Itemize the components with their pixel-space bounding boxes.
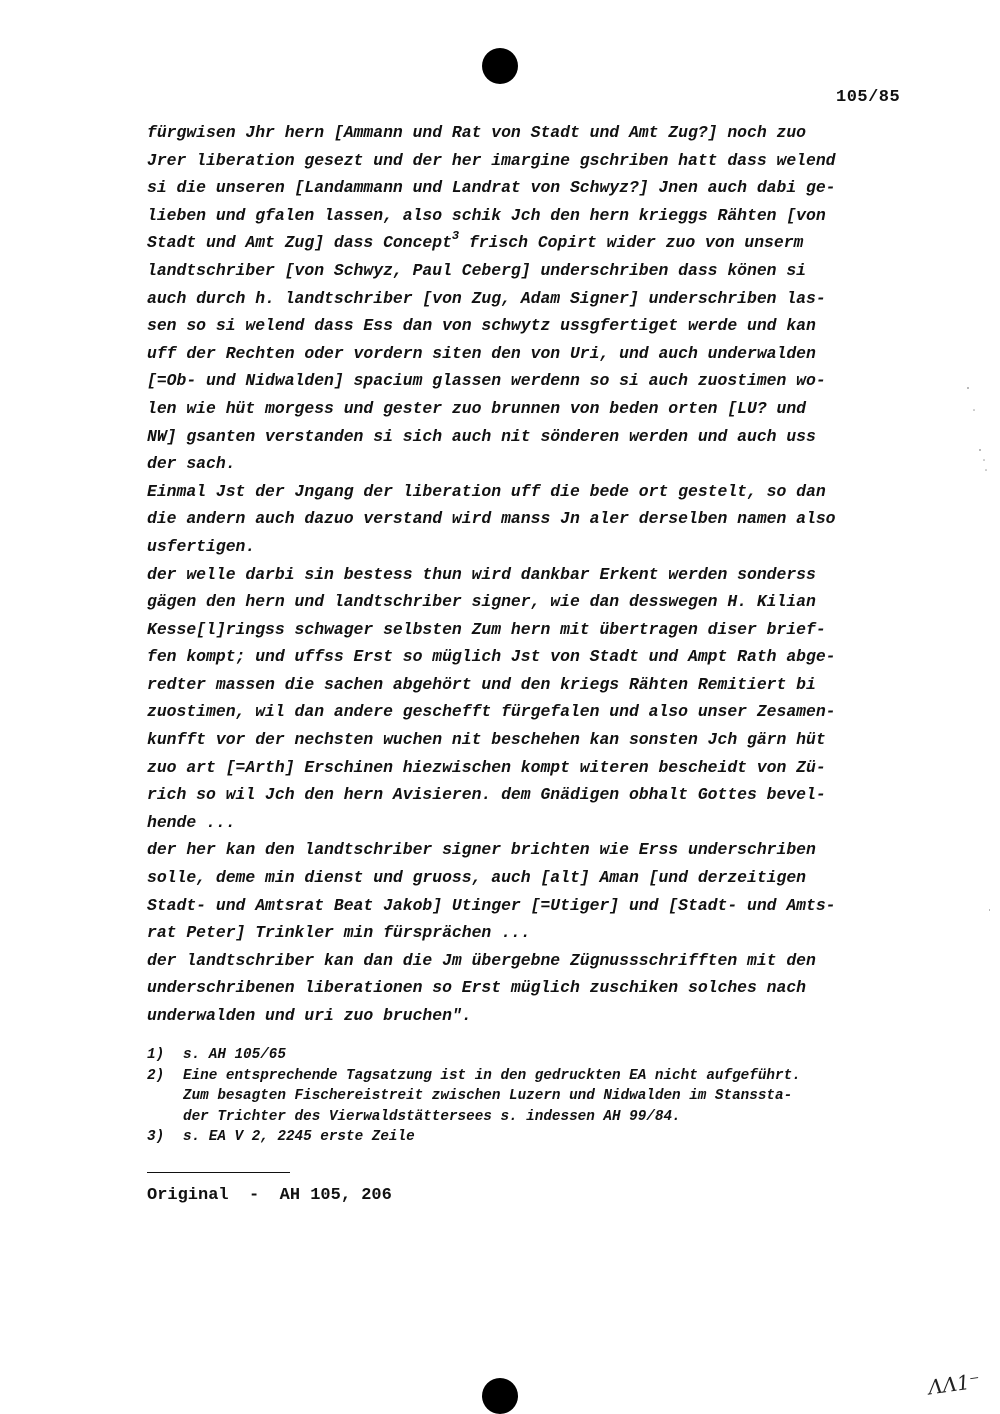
body-line: underschribenen liberationen so Erst müglich zuschiken solches nach [147,978,807,998]
body-line: die andern auch dazuo verstand wird manss Jn aler derselben namen also [147,509,836,529]
body-line: gägen den hern und landtschriber signer, wie dan desswegen H. Kilian [147,592,816,612]
body-line: uff der Rechten oder vordern siten den von Uri, und auch underwalden [147,343,816,363]
body-line: [=Ob- und Nidwalden] spacium glassen werdenn so si auch zuostimen wo- [147,371,826,391]
body-line: lieben und gfalen lassen, also schik Jch den hern krieggs Rähten [von [147,205,826,225]
footnote-2 [147,1066,937,1087]
footnote-text: s. EA V 2, 2245 erste Zeile [183,1129,415,1145]
body-line: landtschriber [von Schwyz, Paul Ceberg] underschriben dass könen si [147,260,807,280]
source-reference: Original - AH 105, 206 [147,1186,392,1205]
body-line: redter massen die sachen abgehört und den kriegs Rähten Remitiert bi [147,674,816,694]
footnote-text: Zum besagten Fischereistreit zwischen Luzern und Nidwalden im Stanssta- [183,1088,793,1104]
body-line: fürgwisen Jhr hern [Ammann und Rat von Stadt und Amt Zug?] noch zuo [147,123,807,142]
body-line: Einmal Jst der Jngang der liberation uff die bede ort gestelt, so dan [147,481,826,501]
letter-body [147,119,927,1030]
body-line: solle, deme min dienst und gruoss, auch [alt] Aman [und derzeitigen [147,868,807,888]
body-line-start: Stadt und Amt Zug] dass Concept [147,233,452,253]
footnote-2-continued [147,1086,937,1107]
body-line: auch durch h. landtschriber [von Zug, Adam Signer] underschriben las- [147,288,826,308]
body-line: fen kompt; und uffss Erst so müglich Jst von Stadt und Ampt Rath abge- [147,647,836,667]
body-line: NW] gsanten verstanden si sich auch nit sönderen werden und auch uss [147,426,816,446]
body-line: Jrer liberation gesezt und der her imargine gschriben hatt dass welend [147,150,836,170]
footnote-number: 1) [147,1047,165,1063]
body-line: sen so si welend dass Ess dan von schwytz ussgfertiget werde und kan [147,316,816,336]
footnote-text: der Trichter des Vierwaldstättersees s. indessen AH 99/84. [183,1108,681,1125]
body-line: zuostimen, wil dan andere geschefft fürgefalen und also unser Zesamen- [147,702,836,722]
page-number: 105/85 [836,88,901,107]
body-line-with-footnote [147,229,927,257]
footnotes [147,1045,937,1148]
footnote-1 [147,1045,937,1066]
body-line: der her kan den landtschriber signer brichten wie Erss underschriben [147,840,816,860]
body-line: underwalden und uri zuo bruchen". [147,1006,472,1025]
footnote-ref-3: 3 [451,229,460,244]
footnote-number: 2) [147,1067,165,1084]
body-line: der landtschriber kan dan die Jm übergebne Zügnussschrifften mit den [147,950,816,970]
footnote-text: s. AH 105/65 [183,1047,286,1063]
body-line: zuo art [=Arth] Erschinen hiezwischen kompt witeren bescheidt von Zü- [147,757,826,777]
body-line: Stadt- und Amtsrat Beat Jakob] Utinger [=Utiger] und [Stadt- und Amts- [147,895,836,915]
body-line: kunfft vor der nechsten wuchen nit beschehen kan sonsten Jch gärn hüt [147,730,826,750]
source-divider [147,1172,290,1173]
body-line: der welle darbi sin bestess thun wird dankbar Erkent werden sonderss [147,564,816,584]
body-line: hende ... [147,812,236,832]
punch-hole-bottom [482,1378,518,1414]
body-line: usfertigen. [147,536,256,556]
footnote-text: Eine entsprechende Tagsatzung ist in den gedruckten EA nicht aufgeführt. [183,1067,801,1084]
body-line: der sach. [147,454,236,474]
body-line: rat Peter] Trinkler min fürsprächen ... [147,923,531,943]
body-line: len wie hüt morgess und gester zuo brunnen von beden orten [LU? und [147,398,807,418]
body-line: rich so wil Jch den hern Avisieren. dem Gnädigen obhalt Gottes bevel- [147,785,826,805]
body-line-end: frisch Copirt wider zuo von unserm [459,233,804,253]
body-line: si die unseren [Landammann und Landrat von Schwyz?] Jnen auch dabi ge- [147,178,836,198]
footnote-3 [147,1127,937,1148]
footnote-number: 3) [147,1129,165,1145]
body-line: Kesse[l]ringss schwager selbsten Zum hern mit übertragen diser brief- [147,619,826,639]
handwritten-folio-mark: ΛΛ1⁻ [926,1368,982,1400]
scan-specks [960,380,990,940]
punch-hole-top [482,48,518,84]
footnote-2-continued [147,1107,937,1128]
